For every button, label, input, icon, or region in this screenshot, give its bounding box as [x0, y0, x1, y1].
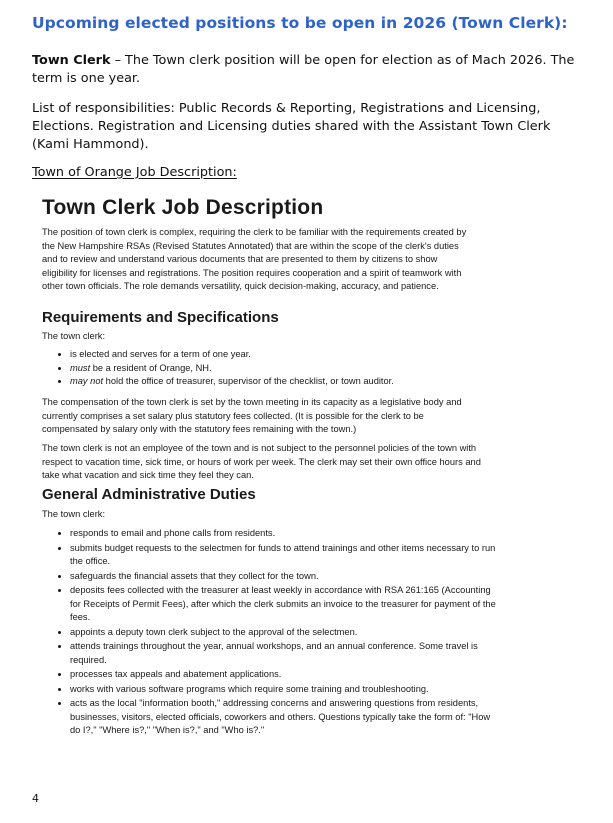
scan-intro-paragraph: The position of town clerk is complex, requiring the clerk to be familiar with the requirements created by the New Hampshire RSAs (Revised Statutes Annotated) that are within the scope of the clerk's duties and to review and understand various documents that are presented to them by citizens to show eligibility for licenses and registrations. The position requires cooperation and a spirit of teamwork with other town officials. The role demands versatility, quick decision-making, accuracy, and patience.	[42, 227, 467, 291]
list-item: • deposits fees collected with the treasurer at least weekly in accordance with RSA 261:165 (Accounting for Receipts of Permit Fees), after which the clerk submits an invoice to the treasurer for payment of the fees.	[70, 584, 500, 625]
requirements-lead: The town clerk:	[42, 331, 106, 341]
list-item: • may not hold the office of treasurer, supervisor of the checklist, or town auditor.	[70, 375, 510, 389]
town-clerk-intro-text: – The Town clerk position will be open for election as of Mach 2026. The term is one year.	[32, 53, 575, 86]
scan-title: Town Clerk Job Description	[42, 196, 324, 219]
list-item: • responds to email and phone calls from residents.	[70, 527, 500, 541]
page-number: 4	[32, 792, 39, 805]
list-item: • must be a resident of Orange, NH.	[70, 362, 510, 376]
list-item: • attends trainings throughout the year, annual workshops, and an annual conference. Some travel is required.	[70, 640, 500, 667]
list-item: • works with various software programs which require some training and troubleshooting.	[70, 683, 500, 697]
general-duties-lead: The town clerk:	[42, 509, 106, 519]
section-heading: Upcoming elected positions to be open in 2026 (Town Clerk):	[32, 14, 568, 32]
list-item: • safeguards the financial assets that they collect for the town.	[70, 570, 500, 584]
employee-status-paragraph: The town clerk is not an employee of the town and is not subject to the personnel policies of the town with respect to vacation time, sick time, or hours of work per week. The clerk may set their own office hours and take what vacation and sick time they feel they can.	[42, 443, 481, 480]
list-item: • appoints a deputy town clerk subject to the approval of the selectmen.	[70, 626, 500, 640]
responsibilities-paragraph: List of responsibilities: Public Records & Reporting, Registrations and Licensing, Elections. Registration and Licensing duties shared with the Assistant Town Clerk (Kami Hammond).	[32, 101, 551, 152]
scanned-job-description	[32, 190, 584, 750]
general-duties-list	[42, 527, 500, 739]
general-duties-heading: General Administrative Duties	[42, 486, 256, 503]
town-clerk-label: Town Clerk	[32, 53, 111, 68]
list-item: • acts as the local "information booth," addressing concerns and answering questions from residents, businesses, visitors, elected officials, coworkers and others. Questions typically take the form of: "How do I?," "Where is?," "When is?," and "Who is?."	[70, 697, 500, 738]
job-description-link[interactable]: Town of Orange Job Description:	[32, 165, 237, 180]
requirements-list	[42, 348, 510, 389]
compensation-paragraph: The compensation of the town clerk is set by the town meeting in its capacity as a legislative body and currently comprises a set salary plus statutory fees collected. (It is possible for the clerk to be compensated by salary only with the statutory fees remaining with the town.)	[42, 397, 462, 434]
list-item: • is elected and serves for a term of one year.	[70, 348, 510, 362]
requirements-heading: Requirements and Specifications	[42, 309, 279, 326]
list-item: • processes tax appeals and abatement applications.	[70, 668, 500, 682]
town-clerk-intro	[32, 52, 580, 88]
list-item: • submits budget requests to the selectmen for funds to attend trainings and other items necessary to run the office.	[70, 542, 500, 569]
